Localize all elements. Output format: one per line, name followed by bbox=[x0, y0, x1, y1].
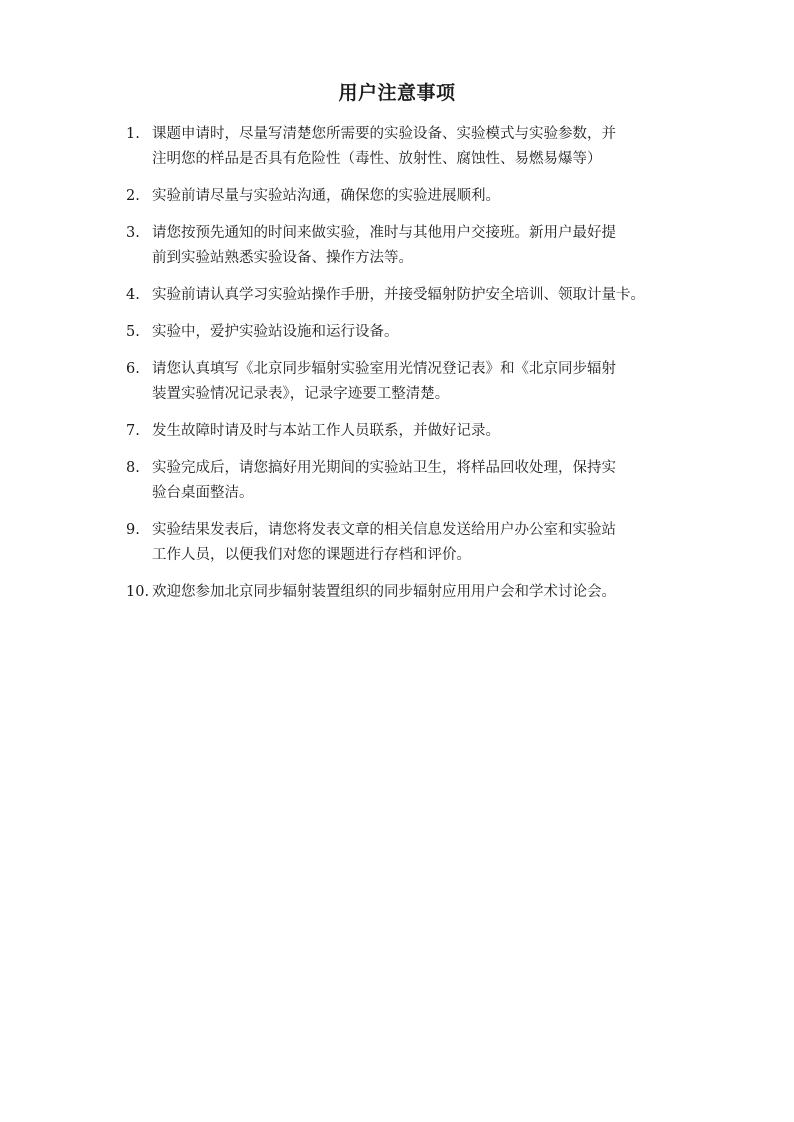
notice-list bbox=[126, 122, 686, 617]
item-text: 实验结果发表后，请您将发表文章的相关信息发送给用户办公室和实验站 工作人员，以便我们对您的课题进行存档和评价。 bbox=[152, 522, 616, 563]
list-item bbox=[126, 580, 686, 605]
list-item bbox=[126, 419, 686, 444]
item-text: 实验前请认真学习实验站操作手册，并接受辐射防护安全培训、领取计量卡。 bbox=[152, 287, 645, 303]
list-item bbox=[126, 518, 686, 568]
page-title: 用户注意事项 bbox=[338, 82, 456, 104]
item-number: 8. bbox=[126, 460, 140, 476]
list-item bbox=[126, 184, 686, 209]
item-text: 请您按预先通知的时间来做实验，准时与其他用户交接班。新用户最好提 前到实验站熟悉实验设备、操作方法等。 bbox=[152, 225, 616, 266]
item-text: 实验完成后，请您搞好用光期间的实验站卫生，将样品回收处理，保持实 验台桌面整洁。 bbox=[152, 460, 616, 501]
item-text: 实验前请尽量与实验站沟通，确保您的实验进展顺利。 bbox=[152, 188, 500, 204]
item-number: 7. bbox=[126, 423, 140, 439]
item-text: 发生故障时请及时与本站工作人员联系，并做好记录。 bbox=[152, 423, 500, 439]
item-text: 请您认真填写《北京同步辐射实验室用光情况登记表》和《北京同步辐射 装置实验情况记录表》，记录字迹要工整清楚。 bbox=[152, 361, 616, 402]
item-number: 6. bbox=[126, 361, 140, 377]
item-number: 5. bbox=[126, 324, 140, 340]
item-number: 4. bbox=[126, 287, 140, 303]
list-item bbox=[126, 456, 686, 506]
list-item bbox=[126, 320, 686, 345]
item-number: 10. bbox=[126, 584, 150, 600]
item-number: 9. bbox=[126, 522, 140, 538]
item-text: 实验中，爱护实验站设施和运行设备。 bbox=[152, 324, 399, 340]
item-number: 1. bbox=[126, 126, 140, 142]
item-number: 2. bbox=[126, 188, 140, 204]
item-text: 欢迎您参加北京同步辐射装置组织的同步辐射应用用户会和学术讨论会。 bbox=[152, 584, 616, 600]
list-item bbox=[126, 122, 686, 172]
item-text: 课题申请时，尽量写清楚您所需要的实验设备、实验模式与实验参数，并 注明您的样品是否具有危险性（毒性、放射性、腐蚀性、易燃易爆等） bbox=[152, 126, 616, 167]
list-item bbox=[126, 283, 686, 308]
list-item bbox=[126, 221, 686, 271]
list-item bbox=[126, 357, 686, 407]
item-number: 3. bbox=[126, 225, 140, 241]
